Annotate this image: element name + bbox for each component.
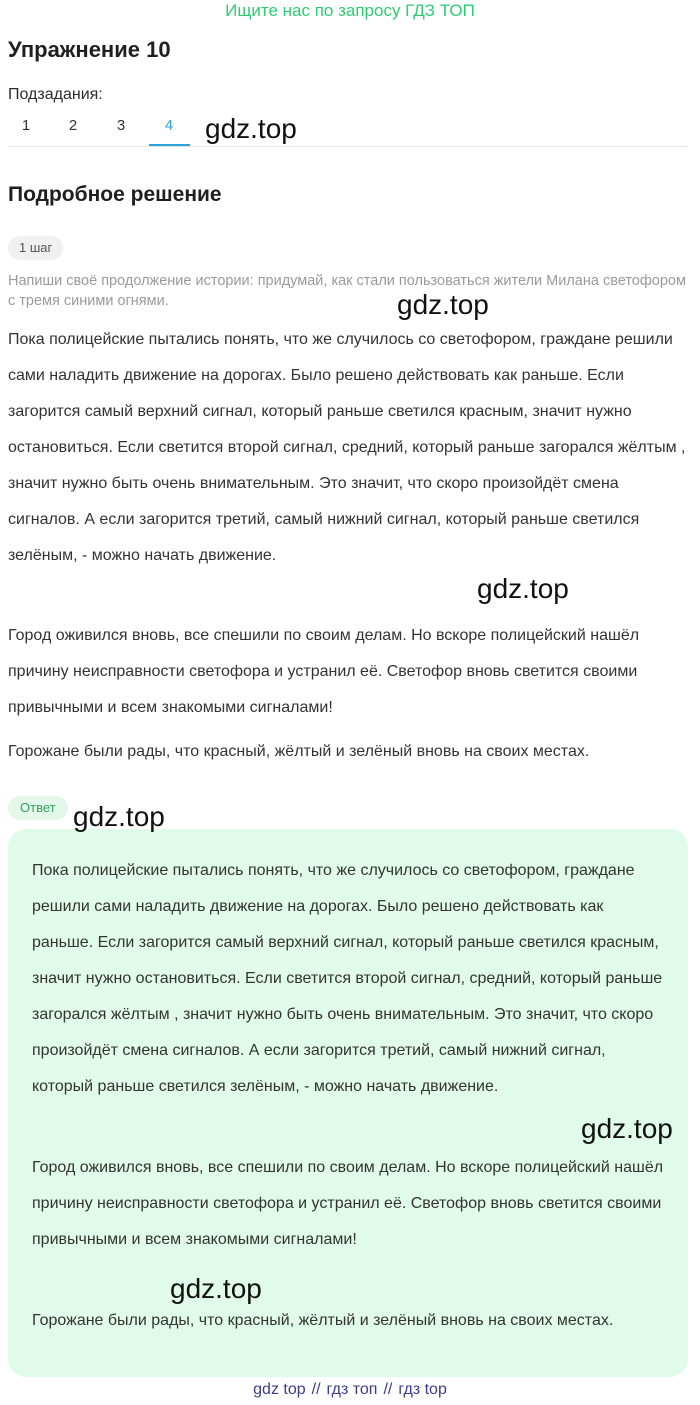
footer-separator: //: [383, 1381, 393, 1398]
tab-subtask-3[interactable]: 3: [116, 117, 126, 134]
solution-heading: Подробное решение: [8, 183, 222, 206]
watermark: gdz.top: [170, 1273, 262, 1304]
footer-link-gdz-top-mixed[interactable]: гдз top: [398, 1381, 447, 1398]
watermark: gdz.top: [205, 113, 297, 144]
watermark: gdz.top: [397, 289, 489, 320]
footer-link-gdz-top[interactable]: gdz top: [253, 1381, 306, 1398]
answer-badge: Ответ: [8, 796, 68, 820]
footer-links: [0, 1381, 700, 1399]
solution-paragraph-3: Горожане были рады, что красный, жёлтый и зелёный вновь на своих местах.: [8, 743, 590, 760]
subtasks-label: Подзадания:: [8, 86, 103, 103]
answer-paragraph-2: Город оживился вновь, все спешили по своим делам. Но вскоре полицейский нашёл причину неисправности светофора и устранил её. Светофор вновь светится своими привычными и всем знакомыми сигналами!: [32, 1159, 664, 1248]
solution-paragraph-2: Город оживился вновь, все спешили по своим делам. Но вскоре полицейский нашёл причину неисправности светофора и устранил её. Светофор вновь светится своими привычными и всем знакомыми сигналами!: [8, 627, 640, 716]
watermark: gdz.top: [477, 573, 569, 604]
footer-separator: //: [311, 1381, 321, 1398]
tab-subtask-2[interactable]: 2: [68, 117, 78, 134]
watermark: gdz.top: [73, 801, 165, 832]
top-banner: Ищите нас по запросу ГДЗ ТОП: [225, 1, 475, 20]
answer-paragraph-1: Пока полицейские пытались понять, что же случилось со светофором, граждане решили сами наладить движение на дорогах. Было решено действовать как раньше. Если загорится самый верхний сигнал, который раньше светился красным, значит нужно остановиться. Если светится второй сигнал, средний, который раньше загорался жёлтым , значит нужно быть очень внимательным. Это значит, что скоро произойдёт смена сигналов. А если загорится третий, самый нижний сигнал, который раньше светился зелёным, - можно начать движение.: [32, 862, 663, 1095]
step-badge: 1 шаг: [8, 236, 63, 260]
exercise-title: Упражнение 10: [8, 37, 171, 62]
tab-subtask-1[interactable]: 1: [21, 117, 31, 134]
tabs-divider: [8, 146, 687, 147]
answer-paragraph-3: Горожане были рады, что красный, жёлтый и зелёный вновь на своих местах.: [32, 1312, 614, 1329]
solution-paragraph-1: Пока полицейские пытались понять, что же случилось со светофором, граждане решили сами наладить движение на дорогах. Было решено действовать как раньше. Если загорится самый верхний сигнал, который раньше светился красным, значит нужно остановиться. Если светится второй сигнал, средний, который раньше загорался жёлтым , значит нужно быть очень внимательным. Это значит, что скоро произойдёт смена сигналов. А если загорится третий, самый нижний сигнал, который раньше светился зелёным, - можно начать движение.: [8, 331, 686, 564]
watermark: gdz.top: [581, 1113, 673, 1144]
tab-subtask-4[interactable]: 4: [164, 117, 174, 134]
footer-link-gdz-top-ru[interactable]: гдз топ: [326, 1381, 378, 1398]
task-hint: Напиши своё продолжение истории: придумай, как стали пользоваться жители Милана светофором с тремя синими огнями.: [8, 273, 686, 309]
